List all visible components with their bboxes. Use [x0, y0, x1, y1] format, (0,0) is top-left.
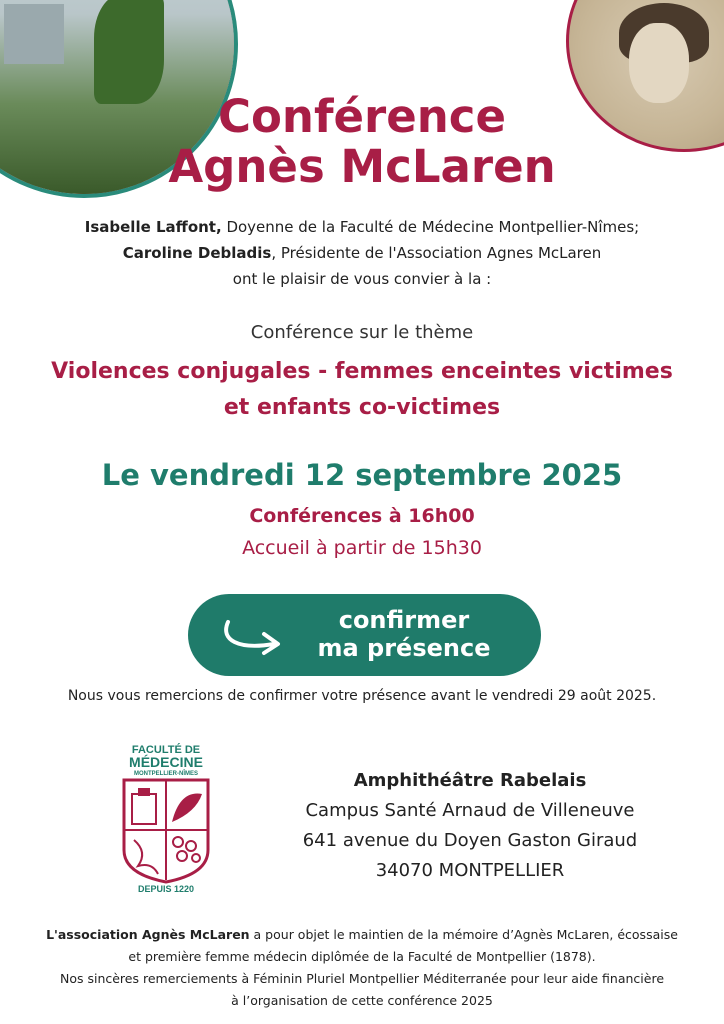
footer-line-1: a pour objet le maintien de la mémoire d’Agnès McLaren, écossaise [249, 927, 678, 942]
confirm-attendance-button[interactable] [188, 594, 541, 676]
logo-line-2: MÉDECINE [129, 754, 203, 770]
invite-text: ont le plaisir de vous convier à la : [232, 270, 492, 288]
conference-theme [0, 354, 724, 426]
event-time: Conférences à 16h00 [249, 505, 475, 527]
footer-line-2: et première femme médecin diplômée de la Faculté de Montpellier (1878). [128, 949, 596, 964]
logo-line-3: MONTPELLIER-NÎMES [134, 771, 198, 777]
faculty-logo [118, 742, 214, 894]
host1-name: Isabelle Laffont, [84, 218, 222, 236]
confirm-button-label [294, 606, 514, 662]
welcome-time: Accueil à partir de 15h30 [242, 537, 482, 559]
curved-arrow-icon [218, 614, 292, 656]
rsvp-deadline: Nous vous remercions de confirmer votre présence avant le vendredi 29 août 2025. [67, 688, 657, 704]
footer-line-3: Nos sincères remerciements à Féminin Pluriel Montpellier Méditerranée pour leur aide financière [59, 971, 665, 986]
host2-name: Caroline Debladis [122, 244, 272, 262]
theme-label: Conférence sur le thème [250, 322, 474, 343]
confirm-label-line-2: ma présence [317, 634, 491, 662]
title-line-1: Conférence [217, 90, 507, 143]
theme-line-1: Violences conjugales - femmes enceintes victimes [51, 359, 673, 384]
logo-line-1: FACULTÉ DE [131, 744, 201, 756]
hosts-block [0, 214, 724, 292]
theme-line-2: et enfants co-victimes [223, 395, 501, 420]
logo-since: DEPUIS 1220 [137, 884, 195, 894]
venue-city: 34070 MONTPELLIER [375, 860, 565, 881]
title-line-2: Agnès McLaren [168, 140, 556, 193]
venue-name: Amphithéâtre Rabelais [353, 770, 587, 791]
host1-role: Doyenne de la Faculté de Médecine Montpellier-Nîmes; [221, 218, 640, 236]
host2-role: , Présidente de l'Association Agnes McLaren [271, 244, 602, 262]
footer-assoc-name: L'association Agnès McLaren [46, 927, 250, 942]
venue-address [250, 766, 690, 886]
footer-line-4: à l’organisation de cette conférence 2025 [231, 993, 493, 1008]
event-date: Le vendredi 12 septembre 2025 [101, 458, 623, 492]
confirm-label-line-1: confirmer [338, 606, 470, 634]
page-title [0, 92, 724, 192]
footer-note [0, 924, 724, 1012]
venue-street: 641 avenue du Doyen Gaston Giraud [302, 830, 638, 851]
venue-campus: Campus Santé Arnaud de Villeneuve [305, 800, 635, 821]
